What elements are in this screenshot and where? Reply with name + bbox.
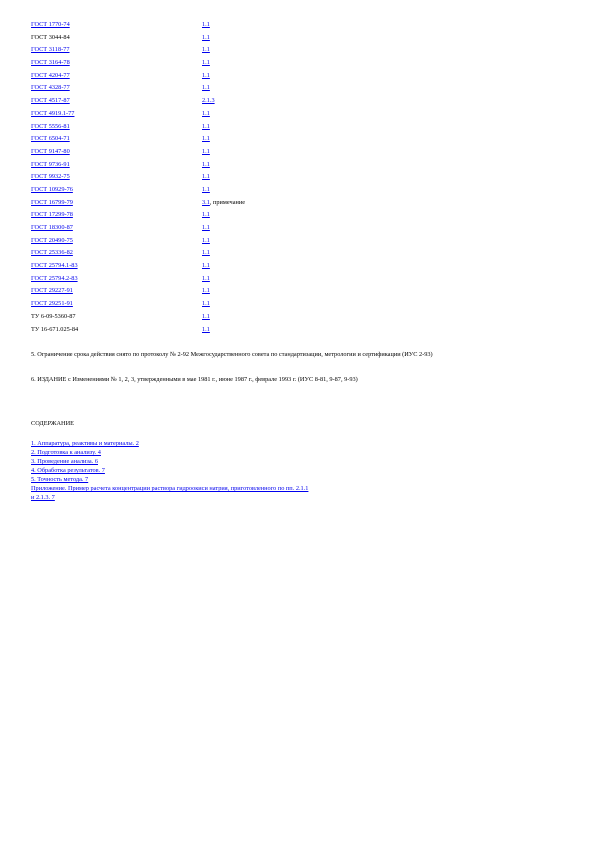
ref-clause-cell (202, 58, 210, 67)
table-row (31, 45, 551, 58)
notes-section (31, 349, 561, 399)
ref-clause-cell (202, 109, 210, 118)
table-row (31, 134, 551, 147)
toc-item-accuracy[interactable]: 5. Точность метода. 7 (31, 476, 89, 483)
table-row (31, 96, 551, 109)
table-row (31, 122, 551, 135)
table-row (31, 210, 551, 223)
ref-clause-link[interactable]: 2.1.3 (202, 97, 215, 105)
ref-clause-link[interactable]: 3.1 (202, 198, 210, 206)
ref-clause-link[interactable]: 1.1 (202, 21, 210, 28)
table-row (31, 236, 551, 249)
ref-clause-cell (202, 71, 210, 80)
toc-item-apparatus[interactable]: 1. Аппаратура, реактивы и материалы. 2 (31, 440, 139, 447)
note-5: 5. Ограничение срока действия снято по протоколу № 2-92 Межгосударственного совета по стандартизации, метрологии и сертификации (ИУС 2-93) (31, 351, 433, 358)
toc-item-appendix-cont[interactable]: и 2.1.3. 7 (31, 494, 55, 501)
ref-clause-cell (202, 325, 210, 334)
references-table (31, 20, 551, 337)
ref-clause-cell (202, 185, 210, 194)
ref-clause-cell (202, 299, 210, 308)
table-of-contents (31, 439, 551, 502)
ref-document-link[interactable]: ГОСТ 29251-91 (31, 300, 73, 308)
ref-clause-link[interactable]: 1.1 (202, 135, 210, 143)
ref-clause-link[interactable]: 1.1 (202, 300, 210, 308)
ref-document-link[interactable]: ГОСТ 4517-87 (31, 97, 70, 105)
table-row (31, 172, 551, 185)
toc-item-preparation[interactable]: 2. Подготовка к анализу. 4 (31, 449, 101, 456)
ref-document-link[interactable]: ГОСТ 25794.2-83 (31, 274, 78, 282)
table-row (31, 58, 551, 71)
ref-document-link[interactable]: ГОСТ 3164-78 (31, 59, 70, 67)
note-6: 6. ИЗДАНИЕ с Изменениями № 1, 2, 3, утвержденными в мае 1981 г., июне 1987 г., феврале 1993 г. (ИУС 8-81, 9-87, 9-93) (31, 376, 358, 383)
ref-clause-cell (202, 33, 210, 42)
ref-document-link[interactable]: ГОСТ 4328-77 (31, 84, 70, 92)
ref-clause-link[interactable]: 1.1 (202, 312, 210, 320)
toc-title: СОДЕРЖАНИЕ (31, 420, 74, 427)
table-row (31, 147, 551, 160)
table-row (31, 83, 551, 96)
ref-clause-link[interactable]: 1.1 (202, 173, 210, 181)
ref-clause-link[interactable]: 1.1 (202, 274, 210, 282)
table-row (31, 160, 551, 173)
ref-document-link[interactable]: ГОСТ 1770-74 (31, 21, 70, 28)
table-row (31, 261, 551, 274)
ref-document-link[interactable]: ГОСТ 6504-71 (31, 135, 70, 143)
ref-document-link[interactable]: ГОСТ 17299-78 (31, 211, 73, 219)
table-row (31, 299, 551, 312)
ref-document-link[interactable]: ГОСТ 9147-80 (31, 147, 70, 155)
ref-clause-cell (202, 160, 210, 169)
table-row (31, 71, 551, 84)
table-row (31, 198, 551, 211)
ref-document-link[interactable]: ГОСТ 9736-91 (31, 160, 70, 168)
ref-clause-cell (202, 20, 210, 29)
ref-clause-cell (202, 134, 210, 143)
ref-clause-cell (202, 122, 210, 131)
ref-clause-cell (202, 172, 210, 181)
ref-clause-cell (202, 96, 215, 105)
ref-document-link[interactable]: ГОСТ 9932-75 (31, 173, 70, 181)
ref-clause-cell (202, 261, 210, 270)
ref-clause-cell (202, 236, 210, 245)
table-row (31, 20, 551, 33)
ref-clause-link[interactable]: 1.1 (202, 46, 210, 54)
ref-document-link[interactable]: ГОСТ 16799-79 (31, 198, 73, 206)
ref-clause-cell (202, 45, 210, 54)
ref-clause-cell (202, 147, 210, 156)
ref-document-link[interactable]: ГОСТ 3118-77 (31, 46, 70, 54)
toc-item-appendix[interactable]: Приложение. Пример расчета концентрации раствора гидроокиси натрия, приготовленного по пп. 2.1.1 (31, 485, 309, 492)
ref-clause-cell (202, 286, 210, 295)
ref-clause-note: , примечание (209, 198, 246, 206)
ref-document-link[interactable]: ГОСТ 25336-82 (31, 249, 73, 257)
ref-clause-link[interactable]: 1.1 (202, 109, 210, 117)
ref-clause-link[interactable]: 1.1 (202, 71, 210, 79)
ref-clause-link[interactable]: 1.1 (202, 147, 210, 155)
ref-clause-link[interactable]: 1.1 (202, 33, 210, 41)
ref-clause-link[interactable]: 1.1 (202, 287, 210, 295)
table-row (31, 286, 551, 299)
table-row (31, 274, 551, 287)
table-row (31, 33, 551, 46)
ref-clause-cell (202, 83, 210, 92)
ref-clause-link[interactable]: 1.1 (202, 122, 210, 130)
ref-document-link: ГОСТ 3044-84 (31, 33, 70, 41)
ref-clause-link[interactable]: 1.1 (202, 262, 210, 270)
ref-clause-cell (202, 312, 210, 321)
ref-clause-link[interactable]: 1.1 (202, 59, 210, 67)
ref-document-link: ТУ 16-671.025-84 (31, 325, 79, 333)
table-row (31, 325, 551, 338)
ref-document-link[interactable]: ГОСТ 4919.1-77 (31, 109, 75, 117)
ref-clause-cell (202, 198, 245, 207)
ref-clause-link[interactable]: 1.1 (202, 84, 210, 92)
ref-clause-link[interactable]: 1.1 (202, 185, 210, 193)
ref-clause-cell (202, 223, 210, 232)
ref-document-link[interactable]: ГОСТ 29227-91 (31, 287, 73, 295)
ref-clause-link[interactable]: 1.1 (202, 224, 210, 231)
table-row (31, 248, 551, 261)
ref-document-link[interactable]: ГОСТ 10929-76 (31, 185, 73, 193)
ref-document-link[interactable]: ГОСТ 25794.1-83 (31, 262, 78, 270)
toc-item-analysis[interactable]: 3. Проведение анализа. 6 (31, 458, 99, 465)
table-row (31, 312, 551, 325)
ref-clause-link[interactable]: 1.1 (202, 236, 210, 244)
toc-item-results[interactable]: 4. Обработка результатов. 7 (31, 467, 105, 474)
ref-document-link[interactable]: ГОСТ 5556-81 (31, 122, 70, 130)
ref-clause-cell (202, 248, 210, 257)
ref-clause-link[interactable]: 1.1 (202, 211, 210, 219)
ref-clause-cell (202, 210, 210, 219)
ref-clause-link[interactable]: 1.1 (202, 325, 210, 333)
ref-document-link[interactable]: ГОСТ 20490-75 (31, 236, 73, 244)
ref-clause-link[interactable]: 1.1 (202, 249, 210, 257)
table-row (31, 109, 551, 122)
ref-document-link: ТУ 6-09-5360-87 (31, 312, 76, 320)
ref-document-link[interactable]: ГОСТ 4204-77 (31, 71, 70, 79)
ref-clause-link[interactable]: 1.1 (202, 160, 210, 168)
table-row (31, 223, 551, 236)
ref-document-link[interactable]: ГОСТ 18300-87 (31, 224, 73, 231)
ref-clause-cell (202, 274, 210, 283)
table-row (31, 185, 551, 198)
